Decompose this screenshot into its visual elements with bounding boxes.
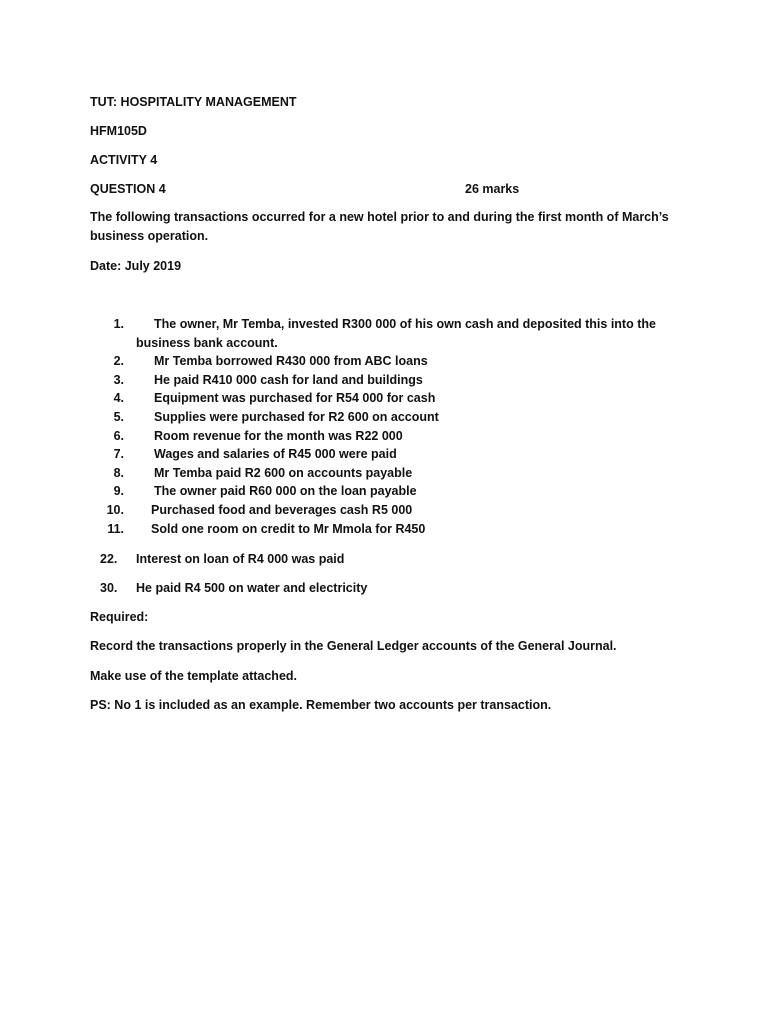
list-item xyxy=(0,389,768,408)
course-title: TUT: HOSPITALITY MANAGEMENT xyxy=(90,95,297,109)
list-item xyxy=(0,501,768,520)
item-text: Supplies were purchased for R2 600 on account xyxy=(154,409,439,424)
transaction-list xyxy=(0,315,768,538)
course-code: HFM105D xyxy=(90,124,147,138)
item-number: 4. xyxy=(113,391,124,406)
question-label: QUESTION 4 xyxy=(90,182,166,196)
item-number: 8. xyxy=(113,465,124,480)
date-line: Date: July 2019 xyxy=(90,259,182,273)
list-item xyxy=(0,579,768,598)
item-number: 10. xyxy=(106,502,124,517)
item-number: 30. xyxy=(100,581,118,595)
item-text: Equipment was purchased for R54 000 for cash xyxy=(154,391,436,406)
item-number: 7. xyxy=(113,447,124,462)
list-item xyxy=(0,445,768,464)
item-number: 5. xyxy=(113,409,124,424)
marks-label: 26 marks xyxy=(465,182,520,196)
item-text: He paid R4 500 on water and electricity xyxy=(136,581,368,595)
item-number: 1. xyxy=(113,317,124,331)
item-number: 2. xyxy=(113,354,124,369)
item-text: Mr Temba paid R2 600 on accounts payable xyxy=(154,465,413,480)
item-text: He paid R410 000 cash for land and buildings xyxy=(154,372,423,387)
required-heading: Required: xyxy=(90,610,149,624)
list-item xyxy=(0,408,768,427)
list-item xyxy=(0,464,768,483)
item-text: The owner paid R60 000 on the loan payable xyxy=(154,484,417,499)
intro-paragraph: The following transactions occurred for a new hotel prior to and during the first month of March’s business operation. xyxy=(90,210,669,243)
item-text-continued: business bank account. xyxy=(136,335,278,350)
item-text: Room revenue for the month was R22 000 xyxy=(154,428,403,443)
list-item xyxy=(0,352,768,371)
list-item xyxy=(0,520,768,539)
template-note: Make use of the template attached. xyxy=(90,669,298,683)
item-text: Interest on loan of R4 000 was paid xyxy=(136,552,345,566)
item-text: Wages and salaries of R45 000 were paid xyxy=(154,447,397,462)
ps-note: PS: No 1 is included as an example. Remember two accounts per transaction. xyxy=(90,698,552,712)
list-item xyxy=(0,371,768,390)
item-text: The owner, Mr Temba, invested R300 000 of his own cash and deposited this into the xyxy=(154,317,656,331)
list-item xyxy=(0,550,768,569)
item-number: 11. xyxy=(107,521,124,536)
item-number: 22. xyxy=(100,552,118,566)
item-text: Purchased food and beverages cash R5 000 xyxy=(151,502,413,517)
list-item xyxy=(0,315,768,352)
activity-label: ACTIVITY 4 xyxy=(90,153,158,167)
item-number: 6. xyxy=(113,428,124,443)
item-text: Mr Temba borrowed R430 000 from ABC loans xyxy=(154,354,428,369)
item-number: 3. xyxy=(113,372,124,387)
list-item xyxy=(0,482,768,501)
item-text: Sold one room on credit to Mr Mmola for R450 xyxy=(151,521,426,536)
list-item xyxy=(0,427,768,446)
required-instruction: Record the transactions properly in the General Ledger accounts of the General Journal. xyxy=(90,639,617,653)
item-number: 9. xyxy=(113,484,124,499)
